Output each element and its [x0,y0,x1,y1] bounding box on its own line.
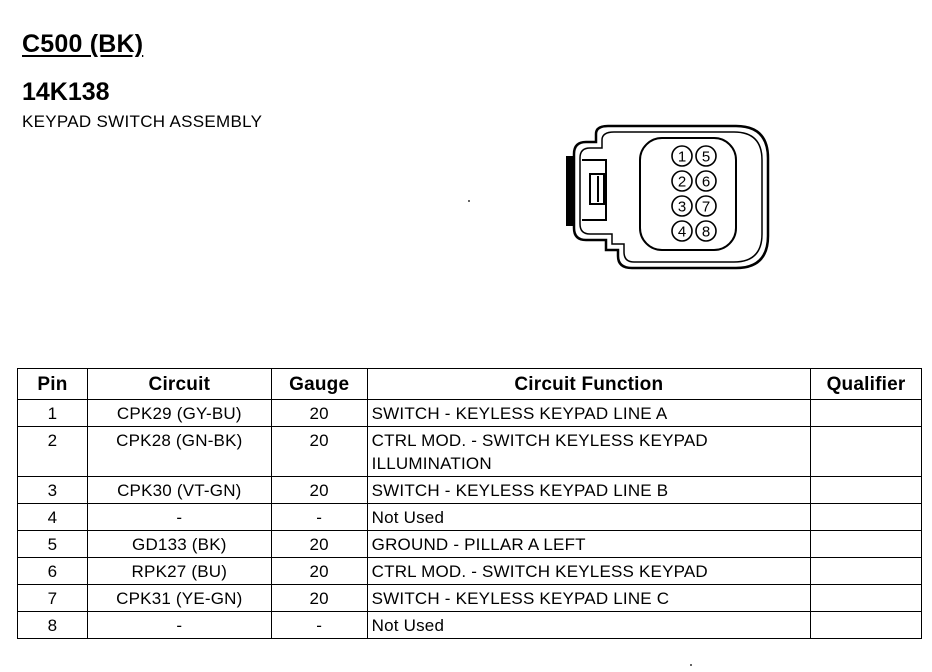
cell-qualifier [811,504,922,531]
pin-4 [672,221,692,241]
cell-pin: 3 [18,477,88,504]
table-row [18,558,922,585]
cell-gauge: - [271,504,367,531]
cell-function: SWITCH - KEYLESS KEYPAD LINE B [367,477,810,504]
table-row [18,531,922,558]
cell-qualifier [811,427,922,477]
pin-8 [696,221,716,241]
cell-gauge: - [271,612,367,639]
cell-circuit: CPK30 (VT-GN) [87,477,271,504]
cell-qualifier [811,531,922,558]
svg-text:7: 7 [701,198,711,216]
cell-circuit: CPK31 (YE-GN) [87,585,271,612]
connector-face-diagram [560,118,778,278]
connector-latch-frame [582,160,606,220]
svg-text:4: 4 [677,223,687,241]
cell-gauge: 20 [271,558,367,585]
cell-circuit: - [87,612,271,639]
cell-pin: 6 [18,558,88,585]
cell-function: GROUND - PILLAR A LEFT [367,531,810,558]
svg-text:3: 3 [677,198,687,216]
cell-function: SWITCH - KEYLESS KEYPAD LINE A [367,400,810,427]
cell-pin: 7 [18,585,88,612]
cell-pin: 1 [18,400,88,427]
cell-gauge: 20 [271,585,367,612]
column-header-gauge: Gauge [271,369,367,400]
cell-circuit: RPK27 (BU) [87,558,271,585]
cell-gauge: 20 [271,400,367,427]
cell-qualifier [811,477,922,504]
svg-text:8: 8 [701,223,711,241]
scan-artifact [690,664,692,666]
cell-gauge: 20 [271,531,367,558]
pin-5 [696,146,716,166]
svg-text:5: 5 [701,148,711,166]
pin-3 [672,196,692,216]
column-header-function: Circuit Function [367,369,810,400]
column-header-pin: Pin [18,369,88,400]
cell-gauge: 20 [271,427,367,477]
table-header-row [18,369,922,400]
svg-text:1: 1 [677,148,687,166]
cell-qualifier [811,400,922,427]
cell-gauge: 20 [271,477,367,504]
cell-qualifier [811,585,922,612]
pin-6 [696,171,716,191]
cell-qualifier [811,612,922,639]
svg-text:6: 6 [701,173,711,191]
cell-function: Not Used [367,612,810,639]
column-header-qualifier: Qualifier [811,369,922,400]
pin-2 [672,171,692,191]
cell-pin: 5 [18,531,88,558]
pin-7 [696,196,716,216]
cell-circuit: GD133 (BK) [87,531,271,558]
connector-latch [566,156,574,226]
cell-function: Not Used [367,504,810,531]
table-row [18,585,922,612]
part-number: 14K138 [22,78,110,106]
cell-circuit: CPK29 (GY-BU) [87,400,271,427]
cell-pin: 4 [18,504,88,531]
connector-id-title: C500 (BK) [22,30,144,58]
svg-text:2: 2 [677,173,687,191]
pin-1 [672,146,692,166]
cell-circuit: - [87,504,271,531]
cell-circuit: CPK28 (GN-BK) [87,427,271,477]
cell-function: SWITCH - KEYLESS KEYPAD LINE C [367,585,810,612]
scan-artifact [468,200,470,202]
cell-qualifier [811,558,922,585]
table-row [18,612,922,639]
cell-function: CTRL MOD. - SWITCH KEYLESS KEYPAD [367,558,810,585]
component-description: KEYPAD SWITCH ASSEMBLY [22,112,263,131]
table-row [18,477,922,504]
table-row [18,427,922,477]
column-header-circuit: Circuit [87,369,271,400]
table-row [18,400,922,427]
table-row [18,504,922,531]
pinout-table [17,368,922,639]
cell-pin: 8 [18,612,88,639]
cell-pin: 2 [18,427,88,477]
cell-function: CTRL MOD. - SWITCH KEYLESS KEYPAD ILLUMINATION [367,427,810,477]
